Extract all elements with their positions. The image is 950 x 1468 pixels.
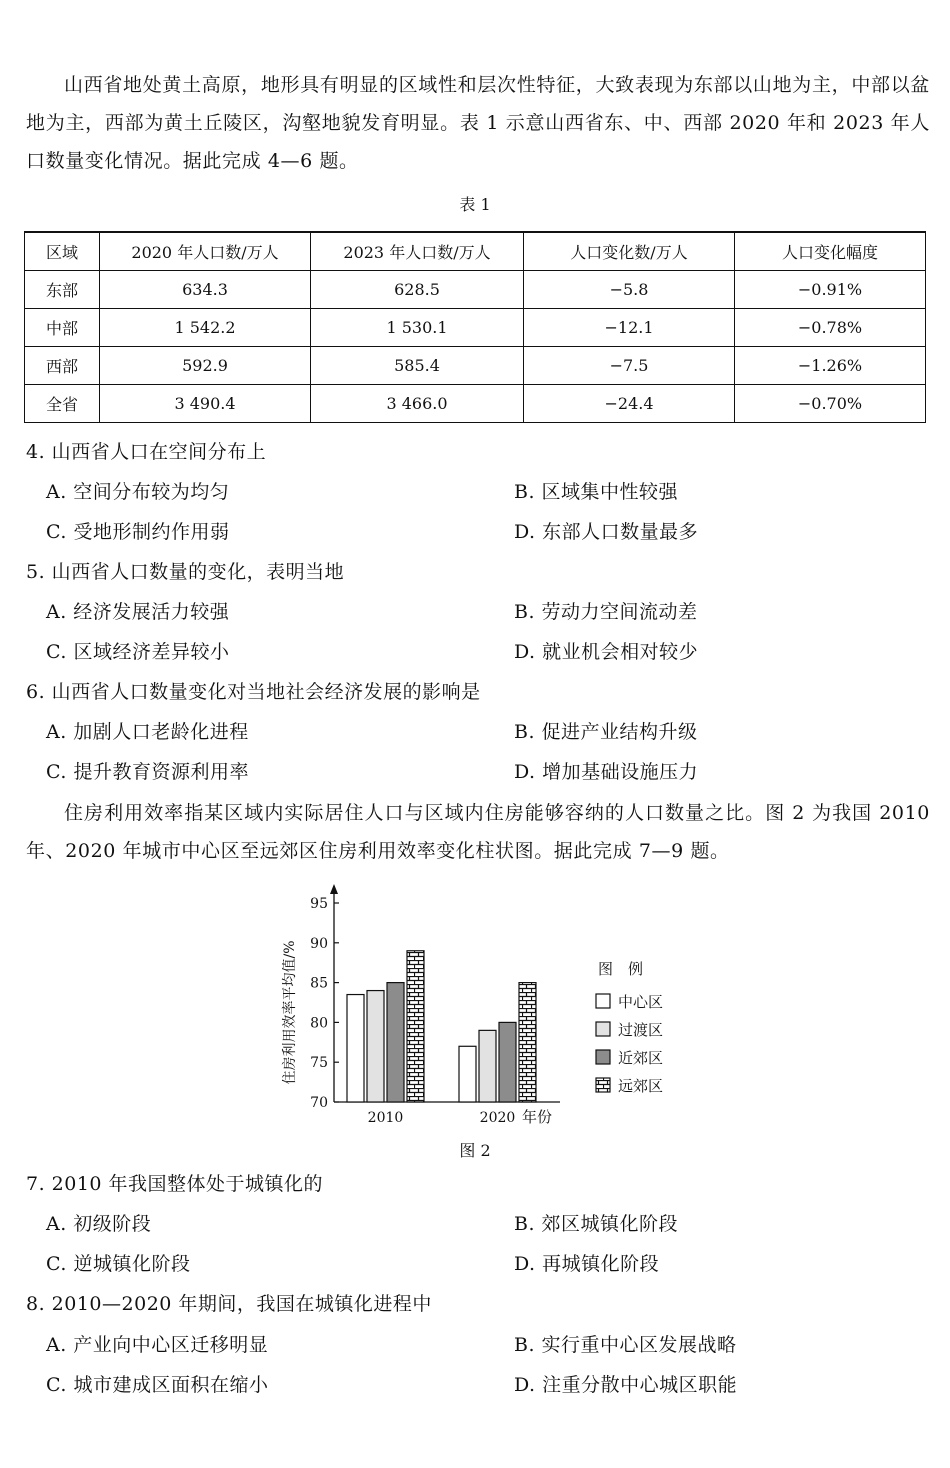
table-cell: 3 466.0: [311, 385, 524, 423]
table-cell: −0.78%: [735, 309, 926, 347]
table-cell: −7.5: [524, 347, 735, 385]
y-tick-label: 70: [310, 1095, 328, 1111]
y-tick-label: 75: [310, 1055, 328, 1072]
question-8-option-a[interactable]: A. 产业向中心区迁移明显: [46, 1334, 269, 1356]
table-header: 人口变化数/万人: [524, 232, 735, 271]
legend-swatch: [596, 1078, 610, 1092]
table-row: [25, 309, 926, 347]
question-5-stem: 5. 山西省人口数量的变化，表明当地: [26, 561, 345, 583]
question-6-option-b[interactable]: B. 促进产业结构升级: [514, 721, 698, 743]
y-tick-label: 90: [310, 935, 328, 952]
x-axis-label: 年份: [522, 1108, 553, 1126]
table-row: [25, 347, 926, 385]
housing-efficiency-bar-chart: [270, 880, 690, 1140]
y-tick-label: 95: [310, 896, 328, 912]
bar-2020-1: [479, 1030, 496, 1102]
legend-swatch: [596, 1050, 610, 1064]
y-axis-arrow: [330, 884, 338, 894]
table-cell: −24.4: [524, 385, 735, 423]
table-header: 2020 年人口数/万人: [100, 232, 311, 271]
question-8-option-c[interactable]: C. 城市建成区面积在缩小: [46, 1374, 269, 1396]
question-6-option-c[interactable]: C. 提升教育资源利用率: [46, 761, 249, 783]
table-cell: −0.91%: [735, 271, 926, 309]
table-cell: 全省: [25, 385, 100, 423]
legend-swatch: [596, 1022, 610, 1036]
table-cell: 585.4: [311, 347, 524, 385]
question-7-stem: 7. 2010 年我国整体处于城镇化的: [26, 1173, 324, 1195]
question-7-option-b[interactable]: B. 郊区城镇化阶段: [514, 1213, 679, 1235]
table-cell: 628.5: [311, 271, 524, 309]
question-6-stem: 6. 山西省人口数量变化对当地社会经济发展的影响是: [26, 681, 481, 703]
legend-entry: 远郊区: [618, 1077, 664, 1095]
question-4-stem: 4. 山西省人口在空间分布上: [26, 441, 267, 463]
question-5-option-d[interactable]: D. 就业机会相对较少: [514, 641, 699, 663]
question-6-option-d[interactable]: D. 增加基础设施压力: [514, 761, 699, 783]
question-7-option-d[interactable]: D. 再城镇化阶段: [514, 1253, 660, 1275]
table-row: [25, 271, 926, 309]
legend-entry: 近郊区: [618, 1049, 664, 1067]
table-row: [25, 385, 926, 423]
bar-2020-2: [499, 1022, 516, 1102]
table-header: 人口变化幅度: [735, 232, 926, 271]
legend-entry: 中心区: [618, 993, 664, 1011]
table-cell: 西部: [25, 347, 100, 385]
bar-2010-1: [367, 991, 384, 1102]
bar-2020-0: [459, 1046, 476, 1102]
table-cell: 3 490.4: [100, 385, 311, 423]
question-5-option-a[interactable]: A. 经济发展活力较强: [46, 601, 230, 623]
table-cell: −5.8: [524, 271, 735, 309]
table-cell: −0.70%: [735, 385, 926, 423]
question-4-option-a[interactable]: A. 空间分布较为均匀: [46, 481, 230, 503]
question-4-option-c[interactable]: C. 受地形制约作用弱: [46, 521, 230, 543]
question-8-option-b[interactable]: B. 实行重中心区发展战略: [514, 1334, 737, 1356]
question-4-option-d[interactable]: D. 东部人口数量最多: [514, 521, 699, 543]
table-header-row: [25, 232, 926, 271]
question-4-option-b[interactable]: B. 区域集中性较强: [514, 481, 679, 503]
y-tick-label: 85: [310, 975, 328, 992]
y-tick-label: 80: [310, 1015, 328, 1032]
table-cell: 1 530.1: [311, 309, 524, 347]
table-cell: 1 542.2: [100, 309, 311, 347]
table-cell: −1.26%: [735, 347, 926, 385]
chart-caption: 图 2: [459, 1141, 491, 1160]
table-cell: 东部: [25, 271, 100, 309]
question-7-option-c[interactable]: C. 逆城镇化阶段: [46, 1253, 191, 1275]
table-header: 区域: [25, 232, 100, 271]
question-7-option-a[interactable]: A. 初级阶段: [46, 1213, 152, 1235]
question-6-option-a[interactable]: A. 加剧人口老龄化进程: [46, 721, 249, 743]
question-5-option-b[interactable]: B. 劳动力空间流动差: [514, 601, 698, 623]
x-tick-label: 2010: [367, 1110, 404, 1126]
bar-2020-3: [519, 983, 536, 1102]
legend-swatch: [596, 994, 610, 1008]
table-cell: 634.3: [100, 271, 311, 309]
y-axis-label: 住房利用效率平均值/%: [282, 940, 298, 1085]
table-cell: 中部: [25, 309, 100, 347]
table-header: 2023 年人口数/万人: [311, 232, 524, 271]
question-8-stem: 8. 2010—2020 年期间，我国在城镇化进程中: [26, 1293, 432, 1315]
question-8-option-d[interactable]: D. 注重分散中心城区职能: [514, 1374, 738, 1396]
x-tick-label: 2020: [479, 1110, 516, 1126]
population-table: [24, 231, 926, 423]
table-cell: −12.1: [524, 309, 735, 347]
question-5-option-c[interactable]: C. 区域经济差异较小: [46, 641, 230, 663]
legend-title: 图 例: [598, 960, 644, 978]
bar-2010-3: [407, 951, 424, 1102]
table-caption: 表 1: [459, 195, 491, 214]
table-cell: 592.9: [100, 347, 311, 385]
legend-entry: 过渡区: [618, 1021, 664, 1039]
intro-paragraph-2: 住房利用效率指某区域内实际居住人口与区域内住房能够容纳的人口数量之比。图 2 为我国 2010 年、2020 年城市中心区至远郊区住房利用效率变化柱状图。据此完成 7—9 题。: [26, 802, 930, 862]
intro-paragraph-1: 山西省地处黄土高原，地形具有明显的区域性和层次性特征，大致表现为东部以山地为主，中部以盆地为主，西部为黄土丘陵区，沟壑地貌发育明显。表 1 示意山西省东、中、西部 2020 年和 2023 年人口数量变化情况。据此完成 4—6 题。: [26, 74, 930, 172]
bar-2010-2: [387, 983, 404, 1102]
bar-2010-0: [347, 995, 364, 1102]
